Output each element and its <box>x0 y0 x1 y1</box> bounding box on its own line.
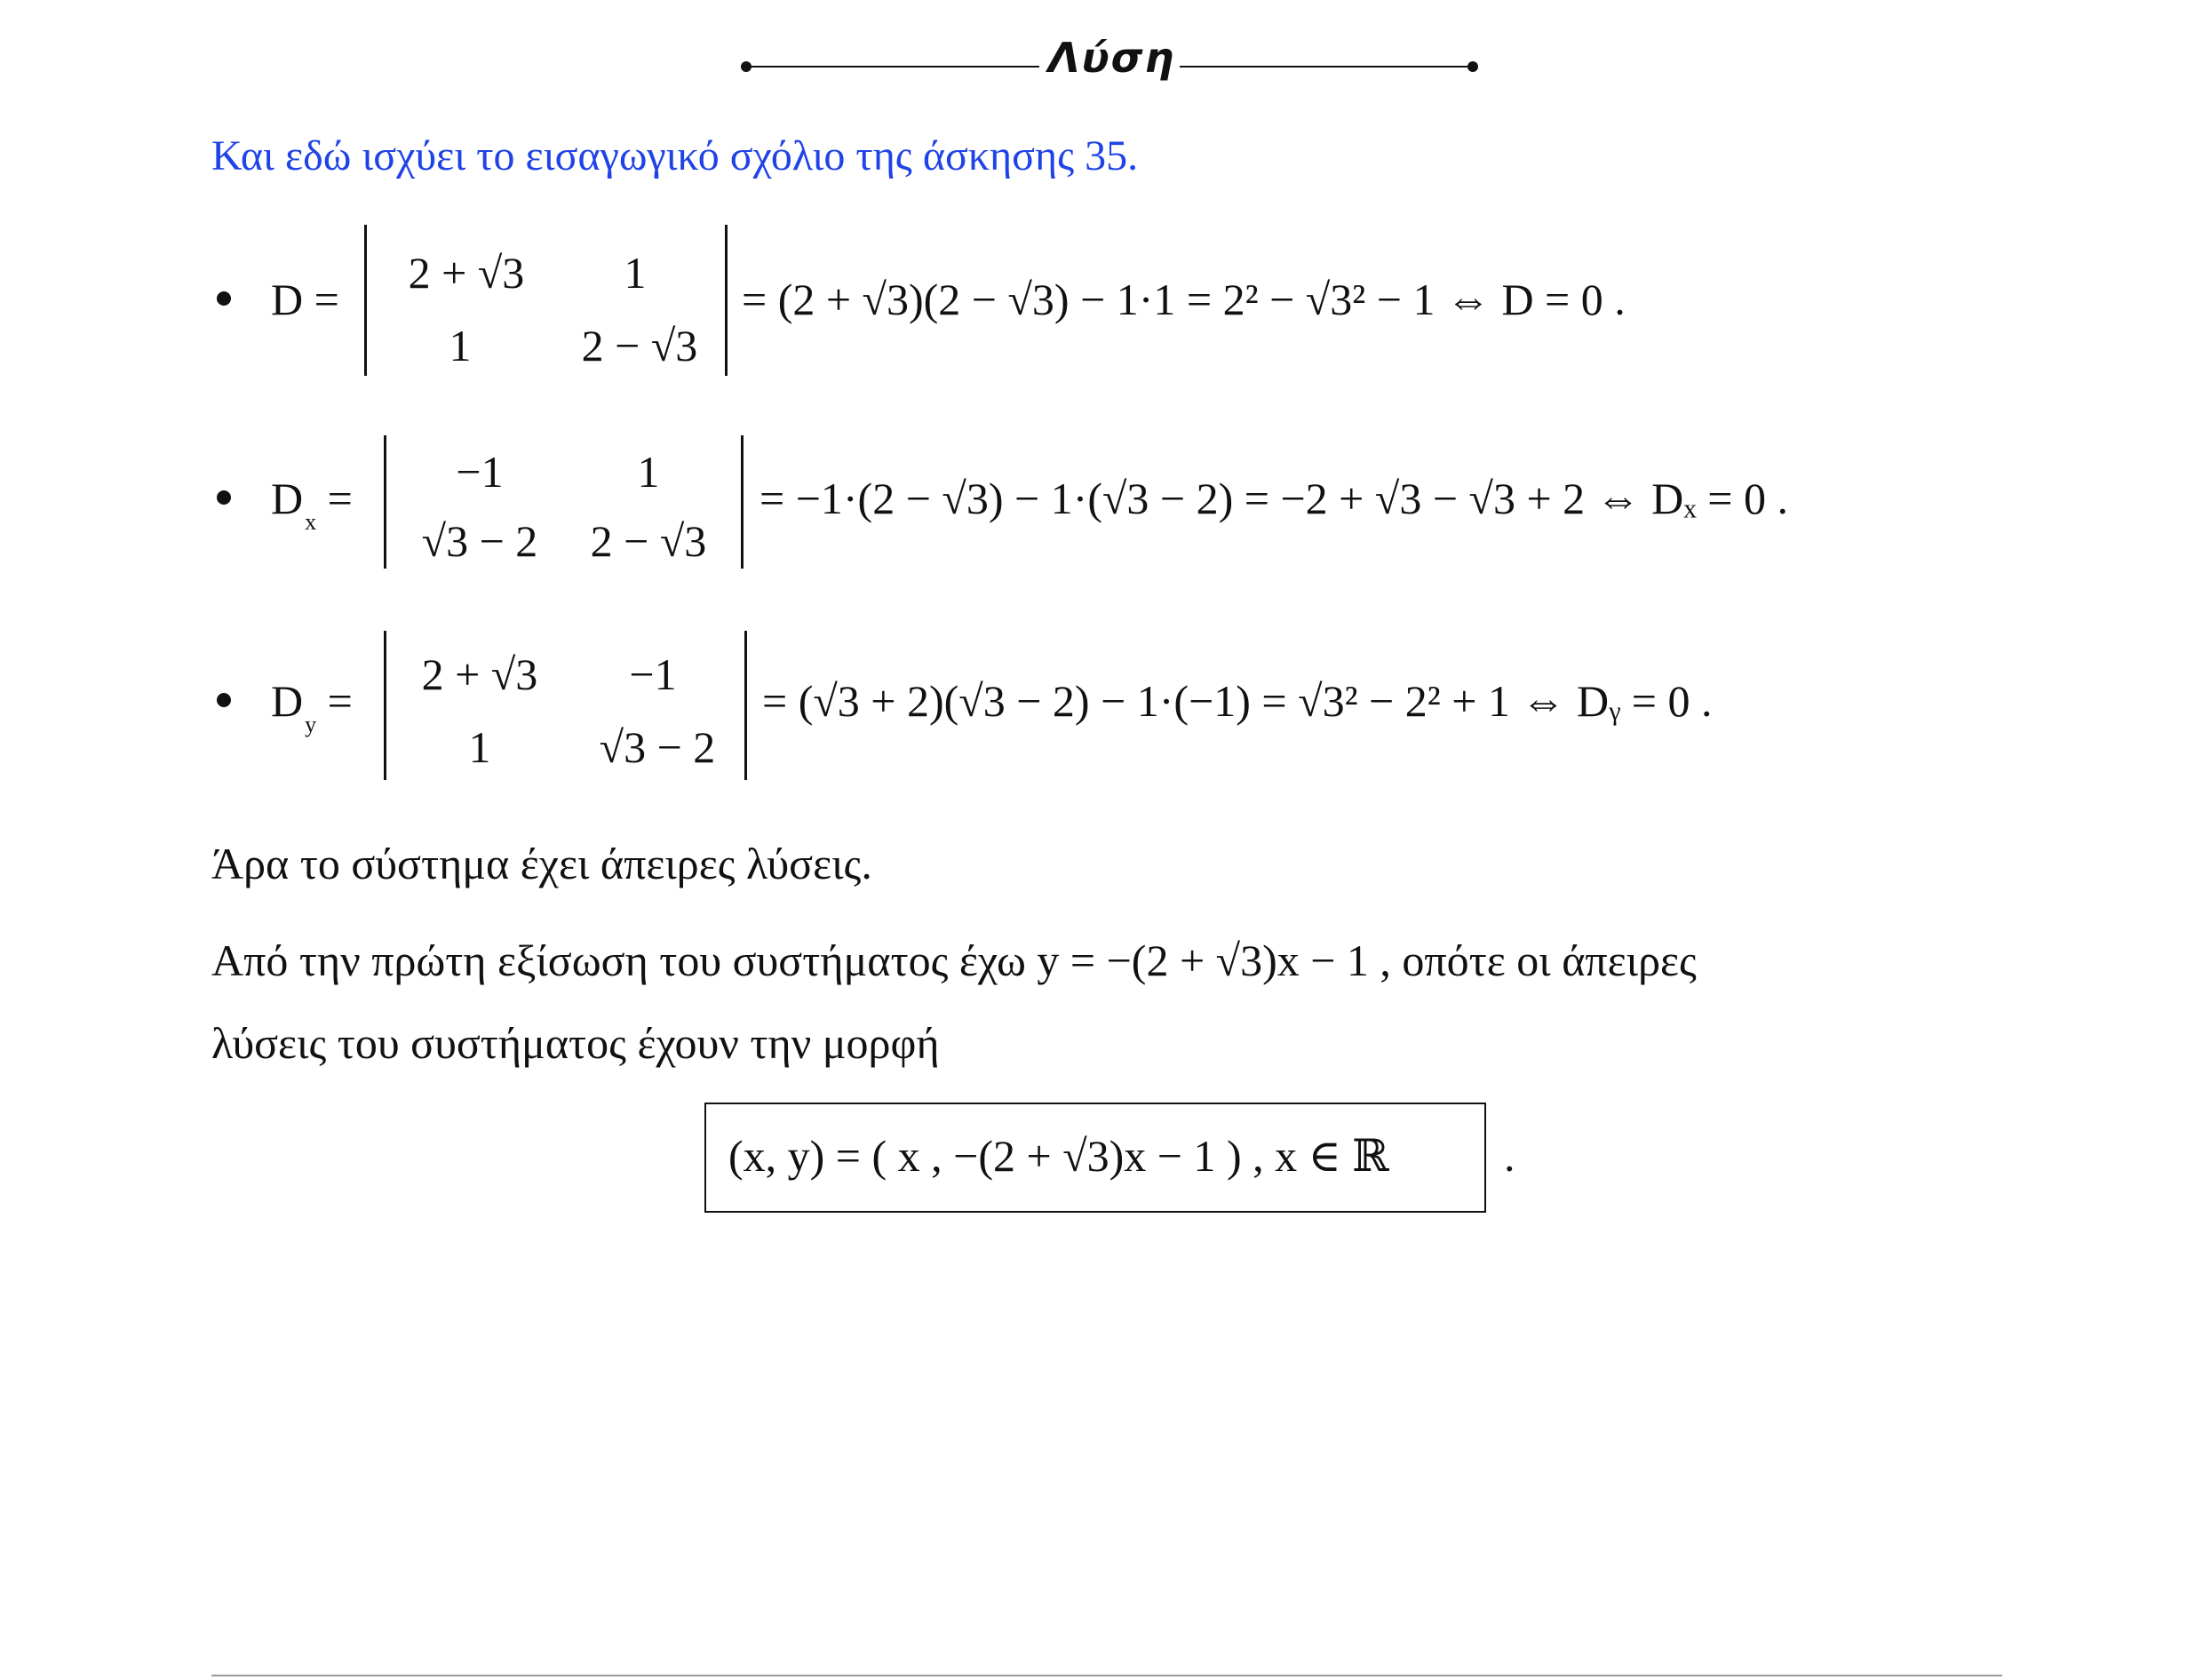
det-right-bar <box>741 435 744 569</box>
matrix-cell: √3 − 2 <box>599 722 716 772</box>
det-right-bar <box>725 225 728 376</box>
det-label-subscript: y <box>305 712 317 737</box>
footer-rule <box>211 1675 2002 1676</box>
det-right-bar <box>744 631 747 780</box>
det-label-subscript: x <box>305 509 317 535</box>
det-result: = (2 + √3)(2 − √3) − 1·1 = 2² − √3² − 1 ⇔ D = 0 . <box>742 275 1626 324</box>
matrix-cell: 1 <box>637 447 660 497</box>
section-title: Λύση <box>1048 34 1176 82</box>
matrix-cell: −1 <box>456 447 504 497</box>
matrix-cell: 1 <box>449 321 472 370</box>
matrix-cell: 1 <box>468 722 491 772</box>
matrix-cell: 1 <box>624 248 647 298</box>
det-label-letter: D <box>271 474 304 523</box>
conclusion-text: Άρα το σύστημα έχει άπειρες λύσεις. <box>211 839 872 888</box>
header-left-rule <box>746 66 1039 68</box>
matrix-cell: 2 + √3 <box>421 649 538 699</box>
det-label-letter: D <box>271 676 304 726</box>
paragraph-line-2: λύσεις του συστήματος έχουν την μορφή <box>211 1018 940 1068</box>
matrix-cell: 2 − √3 <box>590 516 707 566</box>
matrix-cell: 2 + √3 <box>408 248 525 298</box>
det-label-letter: D <box>271 275 304 324</box>
header-right-rule <box>1180 66 1473 68</box>
det-result: = (√3 + 2)(√3 − 2) − 1·(−1) = √3² − 2² + 1 ⇔ Dᵧ = 0 . <box>762 676 1713 726</box>
intro-comment: Και εδώ ισχύει το εισαγωγικό σχόλιο της άσκησης 35. <box>211 132 1139 179</box>
det-label: $D_x$ = <box>271 474 353 535</box>
boxed-result: (x, y) = ( x , −(2 + √3)x − 1 ) , x ∈ ℝ <box>728 1131 1389 1181</box>
header-right-dot <box>1467 61 1478 72</box>
det-result: = −1·(2 − √3) − 1·(√3 − 2) = −2 + √3 − √3 + 2 ⇔ Dₓ = 0 . <box>760 474 1788 523</box>
det-label: D = <box>271 275 339 324</box>
bullet <box>217 490 231 505</box>
boxed-result-period: . <box>1504 1131 1515 1181</box>
matrix-cell: 2 − √3 <box>581 321 698 370</box>
paragraph-line-1: Από την πρώτη εξίσωση του συστήματος έχω y = −(2 + √3)x − 1 , οπότε οι άπειρες <box>211 936 1697 985</box>
matrix-cell: −1 <box>629 649 677 699</box>
bullet <box>217 291 231 306</box>
matrix-cell: √3 − 2 <box>421 516 538 566</box>
det-label: $D_y$ = <box>271 676 353 737</box>
bullet <box>217 693 231 707</box>
